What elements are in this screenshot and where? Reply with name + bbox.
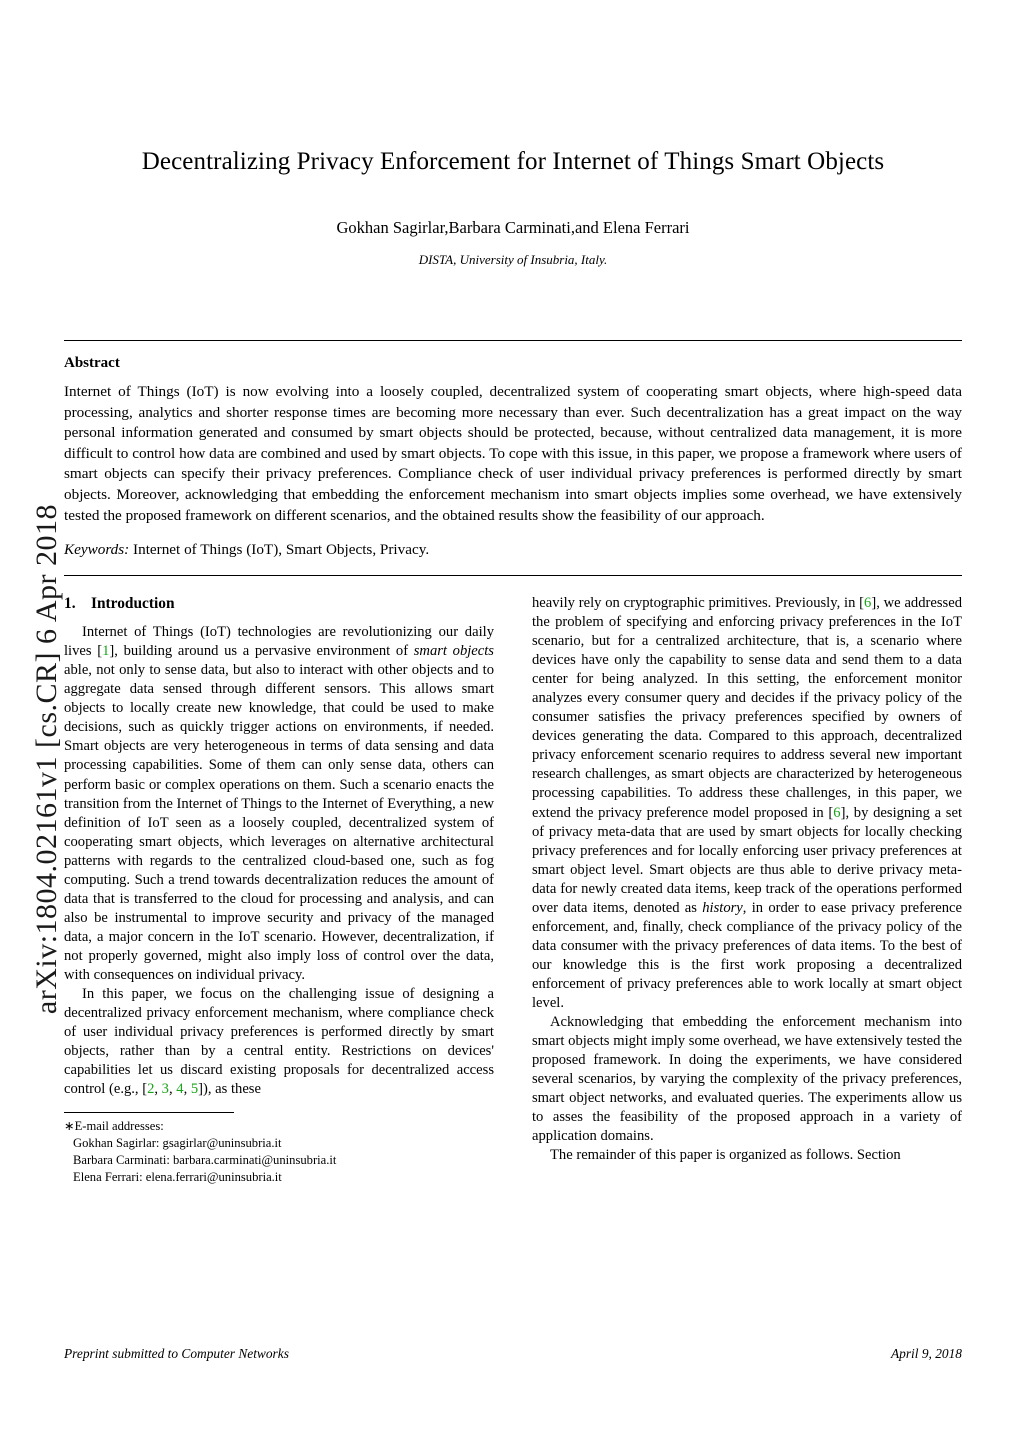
- footnote-divider: [64, 1112, 234, 1113]
- par-text: ], building around us a pervasive environment of: [109, 643, 414, 660]
- par-text: ], we addressed the problem of specifying and enforcing privacy preferences in the IoT scenario, but for a centralized architecture, that is, a scenario where devices have only the capability to sense data and send them to a data center for being analyzed. In this setting, the enforcement monitor analyzes every consumer query and decides if the privacy policy of the consumer satisfies the privacy preferences specified by owners of devices generating the data. Compared to this approach, decentralized privacy enforcement scenario requires to address several new important research challenges, as smart objects are characterized by heterogeneous processing capabilities. To address these challenges, in this paper, we extend the privacy preference model proposed in [: [532, 595, 962, 821]
- abstract-heading: Abstract: [64, 355, 120, 371]
- section-heading: [64, 594, 494, 614]
- citation-link[interactable]: 1: [102, 643, 110, 660]
- right-column: [532, 594, 962, 1165]
- keywords-value: Internet of Things (IoT), Smart Objects, Privacy.: [133, 541, 430, 559]
- footnote-line-2: Gokhan Sagirlar: gsagirlar@uninsubria.it: [73, 1135, 282, 1150]
- affiliation: DISTA, University of Insubria, Italy.: [418, 252, 608, 267]
- citation-link[interactable]: 2: [147, 1081, 155, 1097]
- citation-link[interactable]: 4: [176, 1081, 184, 1097]
- two-column-body: [64, 594, 962, 1185]
- footnote-block: [64, 1118, 494, 1186]
- par-text: ]), as these: [198, 1081, 261, 1097]
- citation-link[interactable]: 5: [190, 1081, 199, 1097]
- citation-link[interactable]: 6: [864, 595, 872, 612]
- arxiv-stamp: arXiv:1804.02161v1 [cs.CR] 6 Apr 2018: [30, 503, 63, 1015]
- par-text: In this paper, we focus on the challenging issue of designing a decentralized privacy enforcement mechanism, where compliance check of user individual privacy preferences is performed directly by smart objects, rather than by a central entity. Restrictions on devices' capabilities let us discard existing proposals for decentralized access control (e.g., [: [64, 985, 494, 1097]
- keywords-label: Keywords:: [64, 541, 130, 559]
- footnote-line-3: Barbara Carminati: barbara.carminati@uninsubria.it: [73, 1152, 337, 1167]
- par-text: ], by designing a set of privacy meta-data that are used by smart objects for locally checking privacy preferences and for locally enforcing user privacy preferences at smart object level. Smart objects are thus able to derive privacy meta-data for newly created data items, keep track of the operations performed over data items, denoted as: [532, 804, 962, 916]
- citation-link[interactable]: 6: [833, 804, 841, 821]
- page-title: Decentralizing Privacy Enforcement for Internet of Things Smart Objects: [141, 148, 885, 175]
- paragraph-intro-1: [64, 623, 494, 985]
- keywords: [64, 541, 962, 559]
- par-text: able, not only to sense data, but also to interact with other objects and to aggregate data sensed through different sensors. This allows smart objects to locally create new knowledge, that could be used to make decisions, such as quickly trigger actions on environments, if needed. Smart objects are very heterogeneous in terms of data sensing and data processing capabilities. Some of them can only sense data, others can perform basic or complex operations on them. Such a scenario enacts the transition from the Internet of Things to the Internet of Everything, a new definition of IoT seen as a loosely coupled, decentralized system of cooperating smart objects, which leverages on alternative architectural patterns with regards to the centralized cloud-based one, such as fog computing. Such a trend towards decentralization reduces the amount of data that is transferred to the cloud for processing and analysis, and can also be instrumental to improve security and privacy of the managed data, a major concern in the IoT scenario. However, decentralization, if not properly governed, might also imply loss of control over the data, with consequences on individual privacy.: [64, 662, 494, 983]
- left-column: [64, 594, 494, 1185]
- footer-right: April 9, 2018: [890, 1346, 962, 1361]
- paragraph-right-2: Acknowledging that embedding the enforcement mechanism into smart objects might imply some overhead, we have extensively tested the proposed framework. In doing the experiments, we have considered several scenarios, by varying the complexity of the privacy preferences, smart object networks, and evaluated queries. The experiments allow us to asses the feasibility of the proposed approach in a variety of application domains.: [532, 1013, 962, 1145]
- par-text: , in order to ease privacy preference enforcement, and, finally, check compliance of the privacy policy of the data consumer with the privacy preferences of data items. To the best of our knowledge this is the first work proposing a decentralized enforcement of privacy preferences able to work locally at smart object level.: [532, 899, 962, 1011]
- emphasis-text: smart objects: [413, 643, 494, 660]
- divider-bottom: [64, 575, 962, 576]
- footnote-line-4: Elena Ferrari: elena.ferrari@uninsubria.it: [73, 1169, 282, 1184]
- section-number: 1.: [64, 595, 76, 613]
- par-text: heavily rely on cryptographic primitives. Previously, in [: [532, 595, 865, 612]
- author-list: Gokhan Sagirlar,Barbara Carminati,and Elena Ferrari: [336, 218, 690, 237]
- abstract-text: Internet of Things (IoT) is now evolving into a loosely coupled, decentralized system of cooperating smart objects, where high-speed data processing, analytics and shorter response times are becoming more necessary than ever. Such decentralization has a great impact on the way personal information generated and consumed by smart objects should be protected, because, without centralized data management, it is more difficult to control how data are combined and used by smart objects. To cope with this issue, in this paper, we propose a framework where users of smart objects can specify their privacy preferences. Compliance check of user individual privacy preferences is performed directly by smart objects. Moreover, acknowledging that embedding the enforcement mechanism into smart objects implies some overhead, we have extensively tested the proposed framework on different scenarios, and the obtained results show the feasibility of our approach.: [64, 383, 962, 524]
- footnote-marker: ∗: [64, 1119, 75, 1134]
- emphasis-text: history: [702, 899, 743, 916]
- divider-top: [64, 340, 962, 341]
- footer-left: Preprint submitted to Computer Networks: [64, 1346, 289, 1361]
- citation-link[interactable]: 3: [161, 1081, 169, 1097]
- footnote-text: E-mail addresses:: [74, 1119, 164, 1134]
- abstract-section: [64, 355, 962, 559]
- paper-content: [64, 0, 962, 1448]
- section-title: Introduction: [90, 595, 175, 613]
- paragraph-right-1: [532, 594, 962, 1013]
- paragraph-right-3: The remainder of this paper is organized as follows. Section: [550, 1147, 901, 1164]
- paragraph-intro-2: In this paper, we focus on the challenging issue of designing a decentralized privacy enforcement mechanism, where compliance check of user individual privacy preferences is performed directly by smart objects, rather than by a central entity. Restrictions on devices' capabilities let us discard existing proposals for decentralized access control (e.g., [2, 3, 4, 5]), as these: [64, 985, 494, 1097]
- footnote-line-1: [64, 1118, 494, 1135]
- par-text: Internet of Things (IoT) technologies are revolutionizing our daily lives [: [64, 624, 494, 660]
- page-footer: [64, 1346, 962, 1362]
